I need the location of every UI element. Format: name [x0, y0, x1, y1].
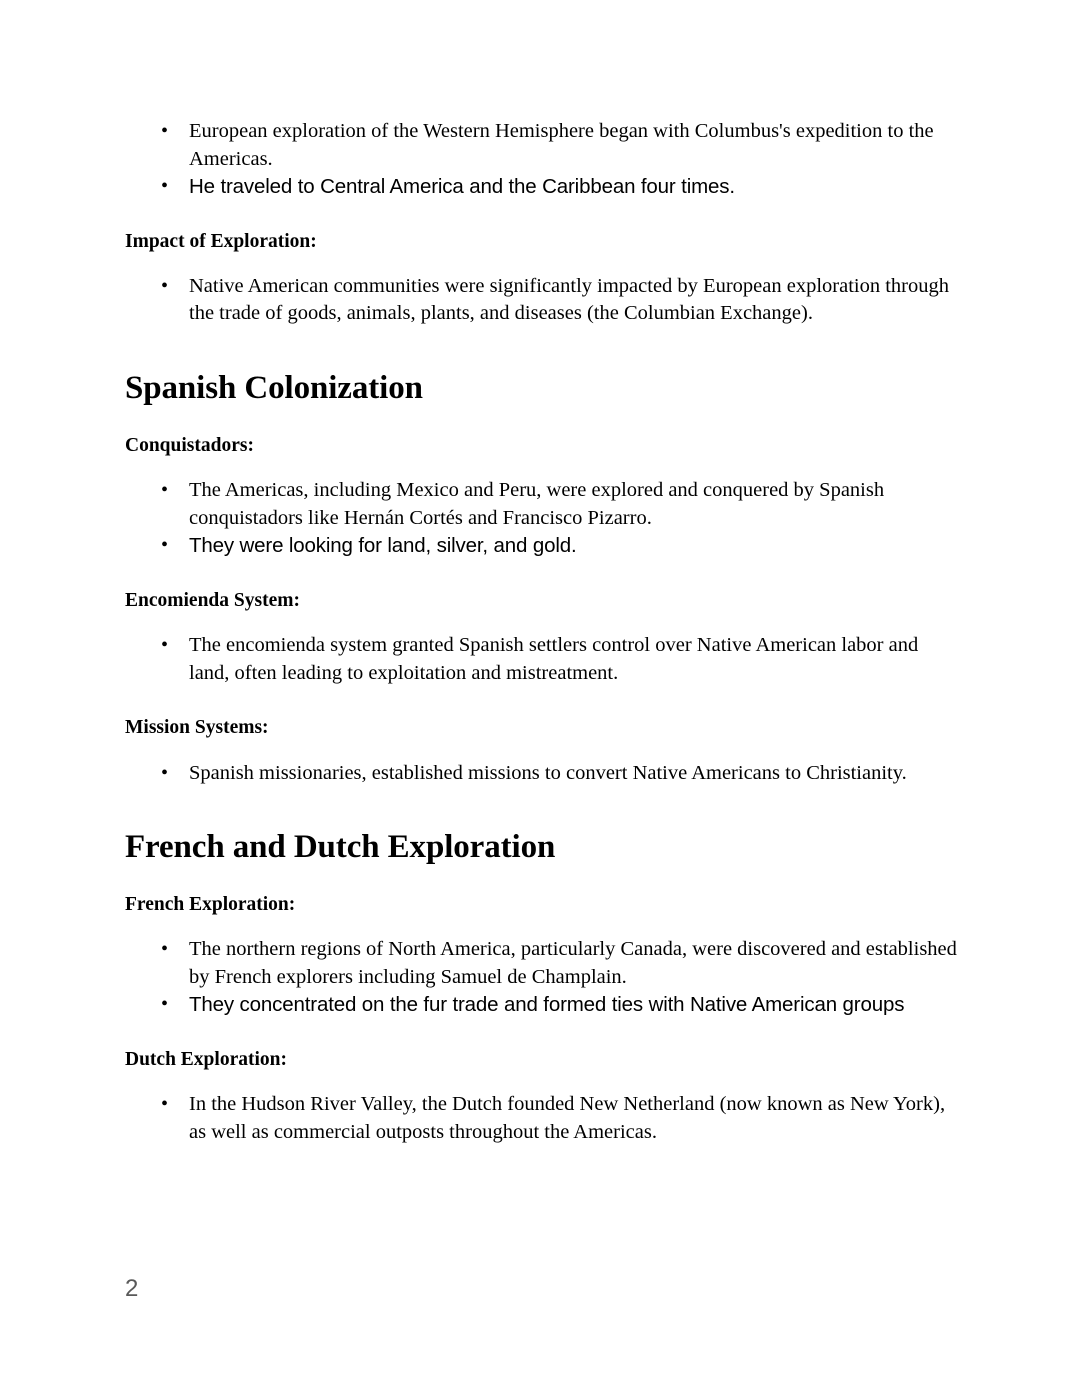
spacer — [125, 560, 957, 589]
mission-bullet-list — [125, 760, 957, 788]
spacer — [125, 740, 957, 760]
french-bullet-list — [125, 936, 957, 1019]
spacer — [125, 867, 957, 893]
page-number: 2 — [125, 1275, 139, 1302]
conquistadors-bullet-list — [125, 477, 957, 560]
section-subheading-french-exploration: French Exploration: — [125, 893, 296, 915]
columbus-bullet-list — [125, 118, 957, 201]
list-item: • Native American communities were significantly impacted by European exploration through the trade of goods, animals, plants, and diseases (the Columbian Exchange). — [125, 273, 957, 328]
list-item: • He traveled to Central America and the Caribbean four times. — [125, 173, 957, 201]
list-item: • The northern regions of North America, particularly Canada, were discovered and established by French explorers including Samuel de Champlain. — [125, 936, 957, 991]
section-subheading-dutch-exploration: Dutch Exploration: — [125, 1048, 287, 1070]
list-item: • European exploration of the Western Hemisphere began with Columbus's expedition to the Americas. — [125, 118, 957, 173]
spacer — [125, 328, 957, 370]
spacer — [125, 687, 957, 716]
spacer — [125, 787, 957, 829]
dutch-bullet-list — [125, 1091, 957, 1146]
section-heading-spanish-colonization: Spanish Colonization — [125, 369, 423, 406]
spacer — [125, 408, 957, 434]
section-subheading-impact: Impact of Exploration: — [125, 230, 317, 252]
spacer — [125, 457, 957, 477]
list-item: • They were looking for land, silver, and gold. — [125, 532, 957, 560]
spacer — [125, 253, 957, 273]
list-item: • Spanish missionaries, established missions to convert Native Americans to Christianity. — [125, 760, 957, 788]
list-item: • They concentrated on the fur trade and formed ties with Native American groups — [125, 991, 957, 1019]
section-subheading-encomienda: Encomienda System: — [125, 589, 300, 611]
document-body — [125, 118, 957, 1146]
list-item: • In the Hudson River Valley, the Dutch founded New Netherland (now known as New York), as well as commercial outposts throughout the Americas. — [125, 1091, 957, 1146]
spacer — [125, 1019, 957, 1048]
encomienda-bullet-list — [125, 632, 957, 687]
section-subheading-mission-systems: Mission Systems: — [125, 717, 269, 739]
spacer — [125, 612, 957, 632]
spacer — [125, 916, 957, 936]
list-item: • The Americas, including Mexico and Peru, were explored and conquered by Spanish conquistadors like Hernán Cortés and Francisco Pizarro. — [125, 477, 957, 532]
spacer — [125, 201, 957, 230]
section-heading-french-dutch-exploration: French and Dutch Exploration — [125, 829, 556, 865]
list-item: • The encomienda system granted Spanish settlers control over Native American labor and land, often leading to exploitation and mistreatment. — [125, 632, 957, 687]
section-subheading-conquistadors: Conquistadors: — [125, 434, 254, 456]
impact-bullet-list — [125, 273, 957, 328]
spacer — [125, 1071, 957, 1091]
